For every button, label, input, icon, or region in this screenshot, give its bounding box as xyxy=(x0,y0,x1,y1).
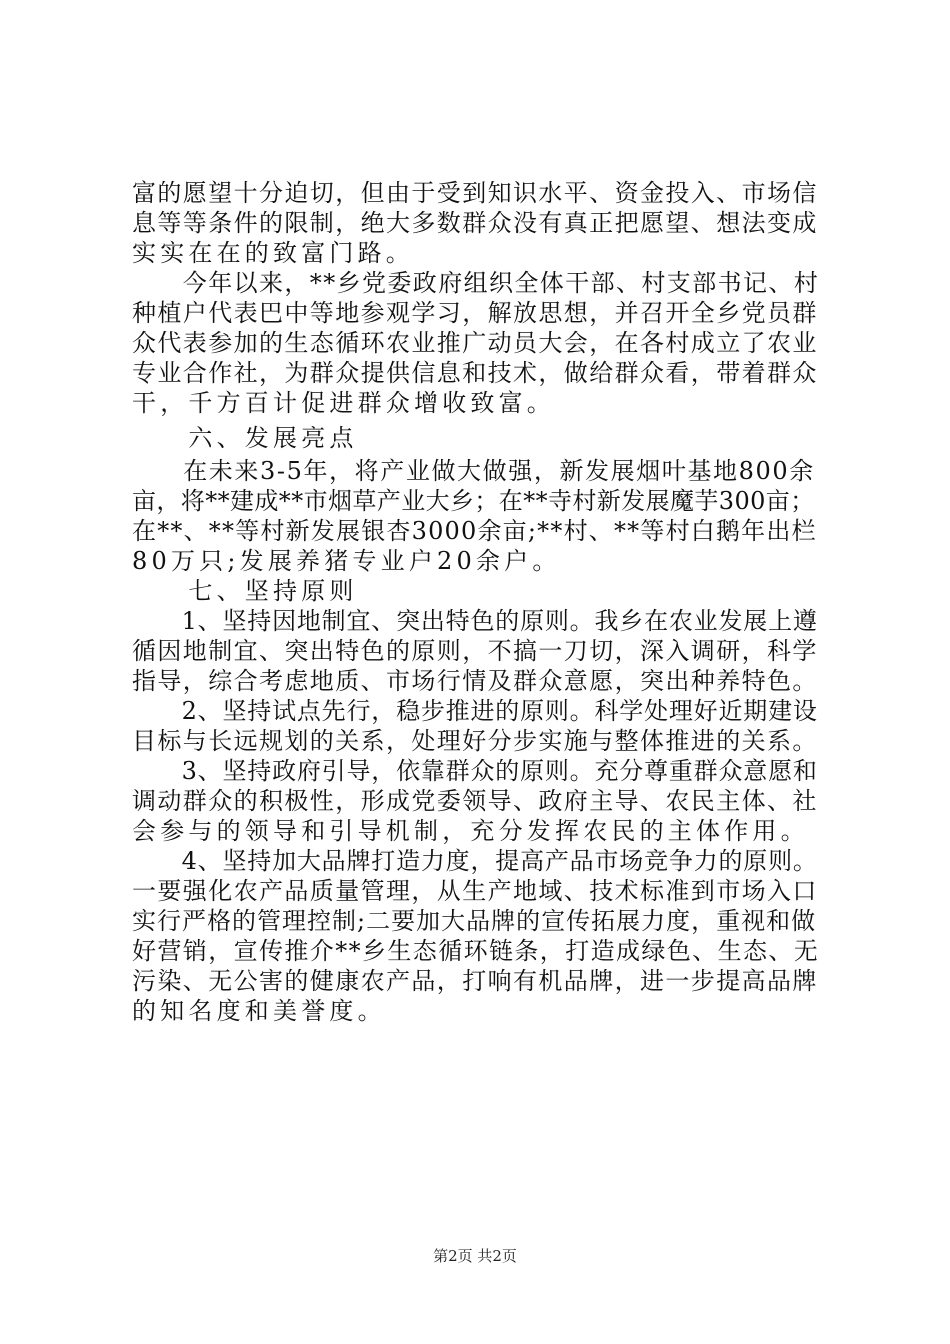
body-text-line: 的知名度和美誉度。 xyxy=(132,997,386,1025)
body-text-line: 3、坚持政府引导，依靠群众的原则。充分尊重群众意愿和 xyxy=(132,757,818,785)
body-text-line: 实行严格的管理控制;二要加大品牌的宣传拓展力度，重视和做 xyxy=(132,907,817,935)
body-text-line: 种植户代表巴中等地参观学习，解放思想，并召开全乡党员群 xyxy=(132,299,818,327)
body-text-line: 一要强化农产品质量管理，从生产地域、技术标准到市场入口 xyxy=(132,877,818,905)
body-text-line: 循因地制宜、突出特色的原则，不搞一刀切，深入调研，科学 xyxy=(132,637,818,665)
body-text-line: 今年以来，**乡党委政府组织全体干部、村支部书记、村 xyxy=(132,269,820,297)
body-text-line: 干，千方百计促进群众增收致富。 xyxy=(132,389,555,417)
body-text-line: 调动群众的积极性，形成党委领导、政府主导、农民主体、社 xyxy=(132,787,818,815)
section-heading: 六、发展亮点 xyxy=(132,424,358,452)
body-text-line: 污染、无公害的健康农产品，打响有机品牌，进一步提高品牌 xyxy=(132,967,818,995)
body-text-line: 好营销，宣传推介**乡生态循环链条，打造成绿色、生态、无 xyxy=(132,937,820,965)
body-text-line: 实实在在的致富门路。 xyxy=(132,239,414,267)
body-text-line: 众代表参加的生态循环农业推广动员大会，在各村成立了农业 xyxy=(132,329,818,357)
body-text-line: 在**、**等村新发展银杏3000余亩;**村、**等村白鹅年出栏 xyxy=(132,517,817,545)
body-text-line: 亩，将**建成**市烟草产业大乡；在**寺村新发展魔芋300亩； xyxy=(132,487,815,515)
body-text-line: 富的愿望十分迫切，但由于受到知识水平、资金投入、市场信 xyxy=(132,179,818,207)
body-text-line: 在未来3-5年，将产业做大做强，新发展烟叶基地800余 xyxy=(132,457,815,485)
body-text-line: 目标与长远规划的关系，处理好分步实施与整体推进的关系。 xyxy=(132,727,818,755)
page-number-footer: 第2页 共2页 xyxy=(433,1247,517,1265)
body-text-line: 4、坚持加大品牌打造力度，提高产品市场竞争力的原则。 xyxy=(132,847,818,875)
body-text-line: 80万只;发展养猪专业户20余户。 xyxy=(132,547,561,575)
body-text-line: 1、坚持因地制宜、突出特色的原则。我乡在农业发展上遵 xyxy=(132,607,818,635)
body-text-line: 2、坚持试点先行，稳步推进的原则。科学处理好近期建设 xyxy=(132,697,818,725)
body-text-line: 专业合作社，为群众提供信息和技术，做给群众看，带着群众 xyxy=(132,359,818,387)
body-text-line: 会参与的领导和引导机制，充分发挥农民的主体作用。 xyxy=(132,817,809,845)
body-text-line: 指导，综合考虑地质、市场行情及群众意愿，突出种养特色。 xyxy=(132,667,818,695)
body-text-line: 息等等条件的限制，绝大多数群众没有真正把愿望、想法变成 xyxy=(132,209,818,237)
section-heading: 七、坚持原则 xyxy=(132,577,358,605)
